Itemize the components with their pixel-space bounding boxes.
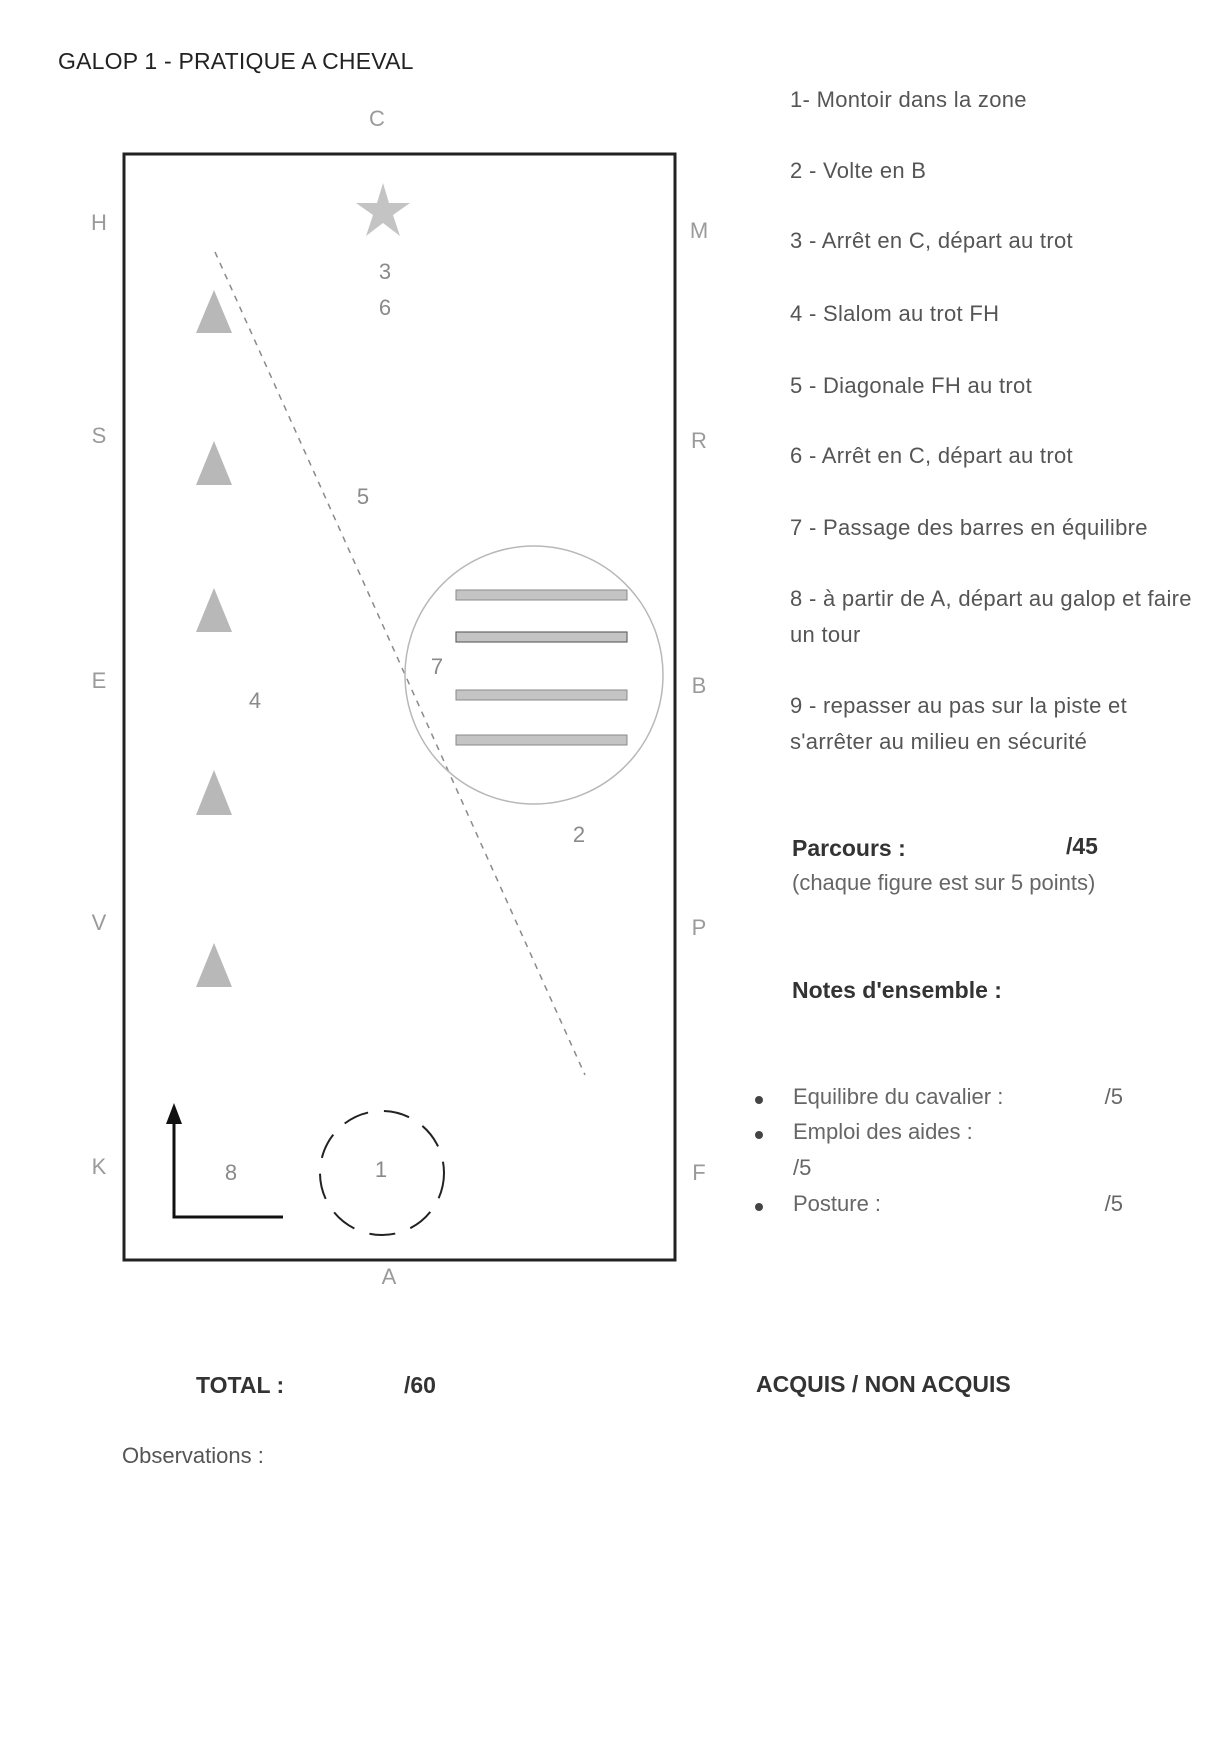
figure-number: 8	[224, 1160, 238, 1185]
figure-number: 3	[378, 259, 392, 284]
diagonal-line	[215, 252, 585, 1075]
slalom-cone	[196, 441, 232, 485]
ensemble-item	[755, 1189, 1185, 1225]
figure-number: 6	[378, 295, 392, 320]
bar	[456, 735, 627, 745]
step-item: 9 - repasser au pas sur la piste et s'arrêter au milieu en sécurité	[790, 693, 1127, 754]
figure-number: 2	[572, 822, 586, 847]
step-item: 7 - Passage des barres en équilibre	[790, 515, 1148, 540]
ensemble-item-label: Emploi des aides :	[793, 1119, 973, 1144]
total-label: TOTAL :	[196, 1372, 285, 1398]
figure-number: 7	[430, 654, 444, 679]
ensemble-item-score: /5	[793, 1155, 812, 1180]
step-item: 2 - Volte en B	[790, 158, 927, 183]
bullet-icon	[755, 1131, 763, 1139]
arena-letter-v: V	[91, 910, 107, 935]
bar	[456, 690, 627, 700]
arena-letter-f: F	[692, 1160, 706, 1185]
ensemble-item	[755, 1117, 1185, 1180]
parcours-score: /45	[1066, 833, 1098, 859]
step-item: 8 - à partir de A, départ au galop et faire un tour	[790, 586, 1192, 647]
bar	[456, 590, 627, 600]
slalom-cone	[196, 588, 232, 632]
ensemble-label: Notes d'ensemble :	[792, 977, 1002, 1003]
arena-letter-m: M	[689, 218, 709, 243]
ensemble-item	[755, 1082, 1185, 1118]
total-score: /60	[404, 1372, 436, 1398]
bullet-icon	[755, 1203, 763, 1211]
page-title: GALOP 1 - PRATIQUE A CHEVAL	[58, 48, 414, 74]
parcours-label: Parcours :	[792, 835, 906, 861]
step-item: 4 - Slalom au trot FH	[790, 301, 1000, 326]
step-item: 6 - Arrêt en C, départ au trot	[790, 443, 1073, 468]
step-item: 5 - Diagonale FH au trot	[790, 373, 1032, 398]
star-marker	[356, 183, 410, 236]
step-item: 3 - Arrêt en C, départ au trot	[790, 228, 1073, 253]
arrow-head	[166, 1103, 182, 1124]
parcours-note: (chaque figure est sur 5 points)	[792, 870, 1096, 895]
figure-number: 5	[356, 484, 370, 509]
bullet-icon	[755, 1096, 763, 1104]
arena-letter-h: H	[91, 210, 107, 235]
arena-letter-b: B	[691, 673, 707, 698]
ensemble-item-label: Equilibre du cavalier :	[793, 1084, 1004, 1109]
ensemble-item-label: Posture :	[793, 1191, 882, 1216]
arena-letter-k: K	[91, 1154, 107, 1179]
arena-letter-a: A	[381, 1264, 397, 1289]
figure-number: 1	[374, 1157, 388, 1182]
slalom-cone	[196, 770, 232, 815]
result-label: ACQUIS / NON ACQUIS	[756, 1371, 1011, 1397]
arena-letter-s: S	[91, 423, 107, 448]
slalom-cone	[196, 943, 232, 987]
arena-letter-c: C	[369, 106, 385, 131]
bar	[456, 632, 627, 642]
figure-number: 4	[248, 688, 262, 713]
arena-letter-e: E	[91, 668, 107, 693]
step-item: 1- Montoir dans la zone	[790, 87, 1027, 112]
ensemble-item-score: /5	[1104, 1191, 1123, 1216]
arena-letter-p: P	[691, 915, 707, 940]
ensemble-item-score: /5	[1104, 1084, 1123, 1109]
observations-label: Observations :	[122, 1443, 264, 1468]
arena-letter-r: R	[691, 428, 707, 453]
slalom-cone	[196, 290, 232, 333]
